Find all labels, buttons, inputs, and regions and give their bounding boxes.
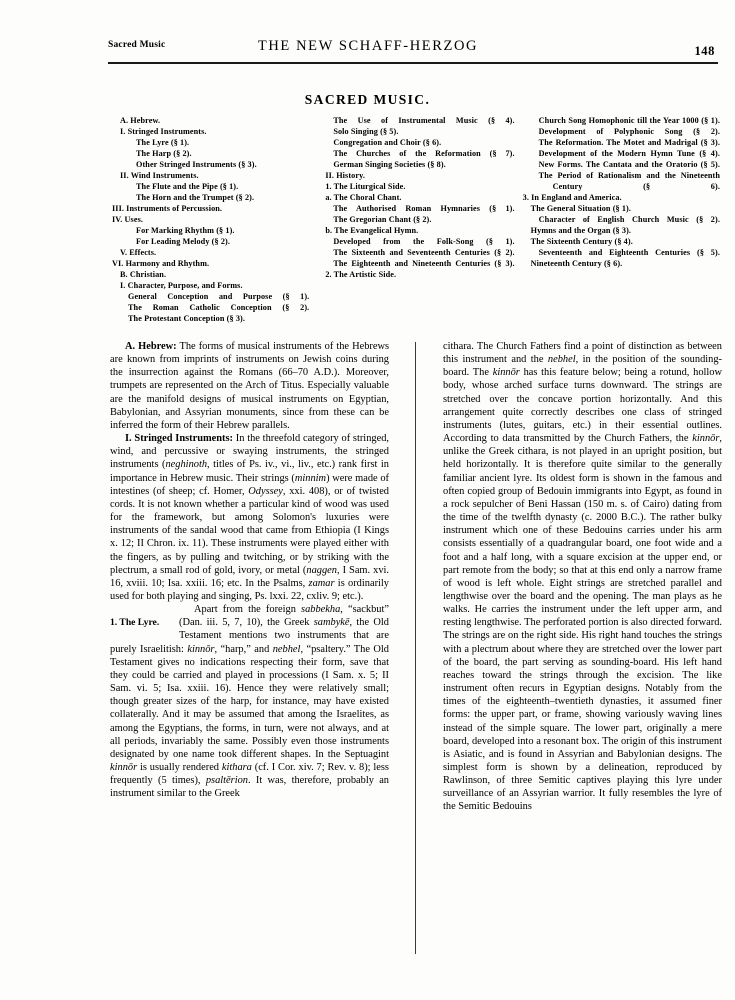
italic-term: kithara	[221, 762, 252, 773]
paragraph-text: cithara. The Church Fathers find a point of distinction as between this instrument and the	[443, 341, 722, 366]
italic-term: sambykē	[313, 617, 350, 629]
outline-entry: The Sixteenth Century (§ 4).	[530, 236, 633, 246]
header-rule	[108, 62, 718, 64]
paragraph-text: . It was, therefore, probably an instrument similar to the Greek	[110, 775, 390, 800]
outline-entry: VI. Harmony and Rhythm.	[112, 258, 210, 268]
outline-entry: I. Character, Purpose, and Forms.	[120, 280, 243, 290]
outline-entry: V. Effects.	[120, 247, 157, 257]
running-head	[108, 40, 628, 56]
italic-term: psaltērion	[205, 775, 248, 787]
outline-entry: The Reformation. The Motet and Madrigal (§ 3).	[538, 137, 720, 147]
outline-entry: II. Wind Instruments.	[120, 170, 199, 180]
outline-entry: The Horn and the Trumpet (§ 2).	[136, 192, 255, 202]
outline-entry: a. The Choral Chant.	[325, 192, 402, 202]
outline-entry: Congregation and Choir (§ 6).	[333, 137, 442, 147]
running-head-center: THE NEW SCHAFF-HERZOG	[257, 38, 479, 54]
paragraph-text: , in the position of the sounding-board. The	[443, 354, 723, 379]
outline-entry: IV. Uses.	[112, 214, 144, 224]
paragraph-lyre	[110, 603, 389, 800]
outline-entry: Development of Polyphonic Song (§ 2).	[538, 126, 720, 136]
body-columns	[110, 340, 722, 972]
article-title: SACRED MUSIC.	[304, 92, 431, 107]
outline-entry: The Harp (§ 2).	[136, 148, 192, 158]
paragraph-cithara-continued	[443, 340, 722, 814]
running-head-left: Sacred Music	[108, 40, 166, 50]
outline-entry: I. Stringed Instruments.	[120, 126, 207, 136]
page-number: 148	[694, 44, 715, 58]
outline-entry: Character of English Church Music (§ 2).	[538, 214, 720, 224]
italic-term: minnim	[294, 472, 327, 484]
outline-entry: Hymns and the Organ (§ 3).	[530, 225, 632, 235]
outline-entry: The Lyre (§ 1).	[136, 137, 190, 147]
paragraph-text: ) were made of intestines (of sheep; cf. Homer,	[110, 472, 389, 497]
paragraph-text: , unlike the Greek cithara, is not played in an upright position, but held horizontally. It is therefore quite similar to the generally familiar ancient lyre. Its oldest form is shown in the famous and often copied group of Bedouin immigrants into Egypt, as found in a rock sepulcher of Beni Hassan (150 m. s. of Cairo) dating from the time of the twelfth dynasty (c. 2000 B.C.). The rather bulky instrument which one of these Bedouins carries under his arm consists essentially of a quadrangular board, one foot wide and a foot and a half long, with a square excision at the upper end, or part remote from the body; so that at this end only a narrow frame of wood is left whole. Eight strings are stretched parallel and lengthwise over the board and the opening. The man plays as he walks. He carries the instrument under the left upper arm, and resting lengthwise. The perforated portion is also directed forward. The strings are on the right side. His right hand touches the strings with a plectrum about where they are stretched over the lower part of the board, the part serving as sounding-board. His left hand reaches toward the strings through the excision. The like instrument often recurs in Egyptian designs. Notably from the times of the eighteenth–twentieth dynasties, it assumed finer forms: the upper part, or frame, showing variously waving lines instead of the simple square. The lower part, originally a mere board, developed into a resonant box. The origin of this instrument is Asiatic, and is found in Assyrian and Babylonian designs. The simplest form is shown by a delineation, reproduced by Rawlinson, of three Semitic captives playing this lyre under surveillance of an Assyrian warrior. It fully resembles the lyre of the Semitic Bedouins	[443, 433, 722, 813]
paragraph-text: , titles of Ps. iv., vi., liv., etc.) rank first in importance in Hebrew music. Their strings (	[110, 459, 389, 484]
paragraph-stringed-instruments	[110, 432, 389, 603]
outline-entry: Nineteenth Century (§ 6).	[530, 258, 623, 268]
outline-entry: Church Song Homophonic till the Year 1000 (§ 1).	[538, 116, 720, 125]
outline-entry: The Use of Instrumental Music (§ 4).	[333, 116, 515, 125]
outline-entry: 1. The Liturgical Side.	[325, 181, 406, 191]
outline-entry: The Authorised Roman Hymnaries (§ 1).	[333, 203, 515, 213]
paragraph-text: The forms of musical instruments of the Hebrews are known from imprints of instruments on Jewish coins during the insurrection against the Romans (66–70 A.D.). Moreover, trumpets are represented on the Arch of Titus. Especially valuable are the manifold designs of musical instruments on Egyptian, Babylonian, and Assyrian monuments, since from these can be inferred the form of their Hebrew parallels.	[110, 341, 390, 431]
run-in-heading-hebrew: A. Hebrew:	[125, 341, 177, 352]
body-column-left	[110, 340, 389, 800]
synopsis-column-3	[523, 116, 720, 325]
synopsis-column-2	[317, 116, 514, 325]
body-column-right	[443, 340, 722, 814]
paragraph-text: , “sackbut” (Dan. iii. 5, 7, 10), the Greek	[179, 604, 389, 629]
italic-term: neghinoth	[165, 459, 208, 471]
italic-term: naggen	[306, 564, 337, 576]
outline-entry: 3. In England and America.	[522, 192, 622, 202]
outline-entry: The General Situation (§ 1).	[530, 203, 632, 213]
outline-entry: Solo Singing (§ 5).	[333, 126, 399, 136]
outline-entry: The Period of Rationalism and the Nineteenth Century (§ 6).	[538, 170, 720, 191]
italic-term: kinnōr	[492, 367, 520, 379]
paragraph-text: is usually rendered	[137, 762, 222, 773]
italic-term: nebhel	[272, 643, 301, 655]
outline-entry: Seventeenth and Eighteenth Centuries (§ 5).	[538, 247, 720, 257]
outline-entry: A. Hebrew.	[120, 116, 161, 125]
italic-term: nebhel	[547, 354, 576, 366]
outline-entry: General Conception and Purpose (§ 1).	[128, 291, 310, 301]
outline-entry: For Leading Melody (§ 2).	[136, 236, 230, 246]
outline-entry: Developed from the Folk-Song (§ 1).	[333, 236, 515, 246]
italic-term: Odyssey	[248, 485, 283, 497]
outline-entry: 2. The Artistic Side.	[325, 269, 397, 279]
paragraph-text: , xxi. 408), or of twisted cords. It is not known whether a particular kind of wood was used for the framework, but among Solomon's luxuries were instruments of the sandal wood that came from Ethiopia (I Kings x. 12; II Chron. ix. 11). These instruments were played either with the fingers, as by pulling and twitching, or by striking with the plectrum, a small rod of gold, ivory, or metal (	[110, 485, 390, 576]
outline-entry: The Flute and the Pipe (§ 1).	[136, 181, 239, 191]
outline-entry: III. Instruments of Percussion.	[112, 203, 223, 213]
paragraph-text: , the Old Testament mentions two instruments that are purely Israelitish:	[110, 617, 389, 655]
italic-term: kinnōr	[110, 762, 138, 773]
paragraph-text: , I Sam. xvi. 16, xviii. 10; Isa. xxiii. 16; etc. In the Psalms,	[110, 564, 389, 589]
synopsis-outline	[112, 116, 720, 325]
paragraph-text: In the threefold category of stringed, wind, and percussive or swaying instruments, the stringed instruments (	[110, 433, 389, 471]
paragraph-text: is ordinarily used for both playing and singing, Ps. lxxi. 22, cxliv. 9; etc.).	[110, 577, 389, 602]
outline-entry: The Eighteenth and Nineteenth Centuries (§ 3).	[333, 258, 515, 268]
paragraph-text: has this feature below; being a rotund, hollow body, whose arched surface turns downward. The strings are stretched over the concave portion horizontally. And this arrangement quite correctly describes one class of stringed instruments (lutes, guitars, etc.) in their essential outlines. According to data transmitted by the Church Fathers, the	[443, 367, 722, 445]
italic-term: zamar	[308, 577, 335, 589]
outline-entry: Other Stringed Instruments (§ 3).	[136, 159, 257, 169]
outline-entry: b. The Evangelical Hymn.	[325, 225, 419, 235]
italic-term: sabbekha	[301, 604, 341, 616]
column-divider-rule	[415, 342, 416, 954]
run-in-heading-stringed: I. Stringed Instruments:	[125, 433, 234, 445]
outline-entry: German Singing Societies (§ 8).	[333, 159, 446, 169]
outline-entry: The Sixteenth and Seventeenth Centuries (§ 2).	[333, 247, 515, 257]
outline-entry: The Gregorian Chant (§ 2).	[333, 214, 432, 224]
outline-entry: Development of the Modern Hymn Tune (§ 4).	[538, 148, 720, 158]
synopsis-column-1	[112, 116, 309, 325]
outline-entry: New Forms. The Cantata and the Oratorio (§ 5).	[538, 159, 720, 169]
italic-term: kinnōr	[692, 433, 720, 445]
outline-entry: For Marking Rhythm (§ 1).	[136, 225, 235, 235]
outline-entry: The Protestant Conception (§ 3).	[128, 313, 245, 323]
outline-entry: B. Christian.	[120, 269, 167, 279]
paragraph-text: , “harp,” and	[214, 643, 273, 655]
outline-entry: The Roman Catholic Conception (§ 2).	[128, 302, 310, 312]
outline-entry: The Churches of the Reformation (§ 7).	[333, 148, 515, 158]
marginal-section-note-lyre: 1. The Lyre.	[110, 617, 160, 629]
paragraph-text: (cf. I Cor. xiv. 7; Rev. v. 8); less frequently (5 times),	[110, 762, 389, 787]
italic-term: kinnōr	[187, 643, 215, 655]
paragraph-hebrew	[110, 340, 389, 432]
paragraph-text: Apart from the foreign	[194, 604, 302, 616]
paragraph-text: , “psaltery.” The Old Testament gives no indications respecting their form, save that they could be carried and played in processions (I Sam. x. 5; II Sam. vi. 5; Isa. xxiii. 16). Hence they were relatively small; though greater sizes of the harp, for instance, may have existed collaterally. And it may be assumed that among the Israelites, as among the Egyptians, the forms, in turn, were not always, and at all periods, invariably the same. Possibly even those instruments designated by one name took different shapes. In the Septuagint	[110, 643, 389, 760]
outline-entry: II. History.	[325, 170, 365, 180]
